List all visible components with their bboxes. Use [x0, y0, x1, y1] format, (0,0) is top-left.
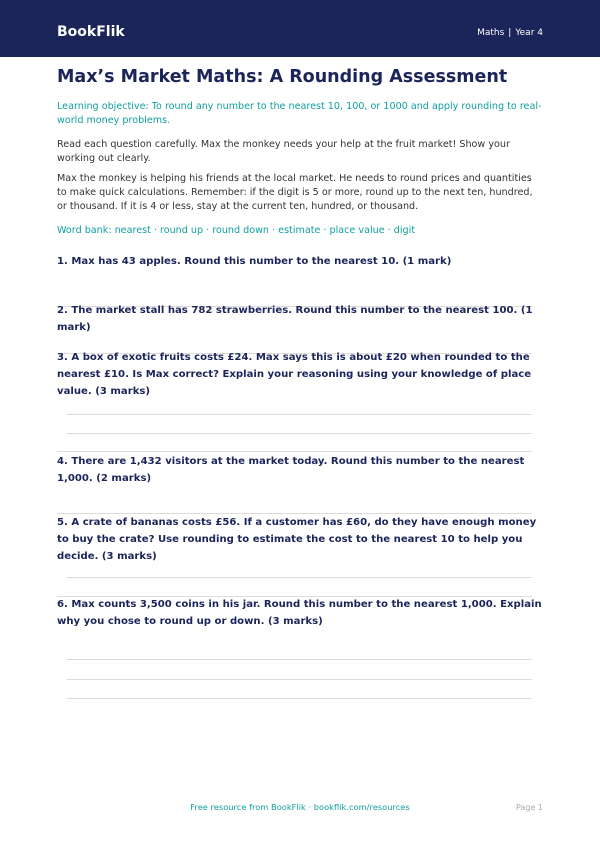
meta-separator: |	[508, 28, 512, 38]
question-2: 2. The market stall has 782 strawberries. Round this number to the nearest 100. (1 mark)	[57, 305, 533, 333]
question-3: 3. A box of exotic fruits costs £24. Max says this is about £20 when rounded to the nearest £10. Is Max correct? Explain your reasoning using your knowledge of place value. (3 marks)	[57, 352, 532, 397]
page-header	[0, 0, 600, 57]
page-title: Max’s Market Maths: A Rounding Assessment	[57, 67, 508, 87]
answer-line[interactable]	[67, 577, 532, 578]
answer-line[interactable]	[67, 698, 532, 699]
subject-year	[477, 27, 543, 39]
answer-line[interactable]	[67, 659, 532, 660]
question-6: 6. Max counts 3,500 coins in his jar. Round this number to the nearest 1,000. Explain why you chose to round up or down. (3 marks)	[57, 599, 542, 627]
answer-line[interactable]	[67, 414, 532, 415]
instructions-text: Read each question carefully. Max the monkey needs your help at the fruit market! Show your working out clearly.	[57, 139, 510, 164]
word-bank: Word bank: nearest · round up · round down · estimate · place value · digit	[57, 225, 416, 236]
answer-line[interactable]	[67, 679, 532, 680]
intro-section	[57, 64, 543, 238]
answer-line[interactable]	[57, 451, 532, 452]
intro-text: Max the monkey is helping his friends at the local market. He needs to round prices and quantities to make quick calculations. Remember: if the digit is 5 or more, round up to the next ten, hundred, or thousand. If it is 4 or less, stay at the current ten, hundred, or thousand.	[57, 173, 533, 212]
subject-label: Maths	[477, 28, 505, 38]
footer-credit[interactable]: Free resource from BookFlik · bookflik.com/resources	[190, 802, 410, 812]
brand-logo[interactable]: BookFlik	[57, 24, 125, 40]
question-5: 5. A crate of bananas costs £56. If a customer has £60, do they have enough money to buy the crate? Use rounding to estimate the cost to the nearest 10 to help you decide. (3 marks)	[57, 517, 537, 562]
question-1: 1. Max has 43 apples. Round this number to the nearest 10. (1 mark)	[57, 256, 452, 267]
learning-objective: Learning objective: To round any number to the nearest 10, 100, or 1000 and apply rounding to real-world money problems.	[57, 101, 542, 126]
page-number: Page 1	[516, 803, 543, 812]
question-4: 4. There are 1,432 visitors at the market today. Round this number to the nearest 1,000. (2 marks)	[57, 456, 525, 484]
year-label: Year 4	[515, 28, 543, 38]
answer-line[interactable]	[67, 433, 532, 434]
